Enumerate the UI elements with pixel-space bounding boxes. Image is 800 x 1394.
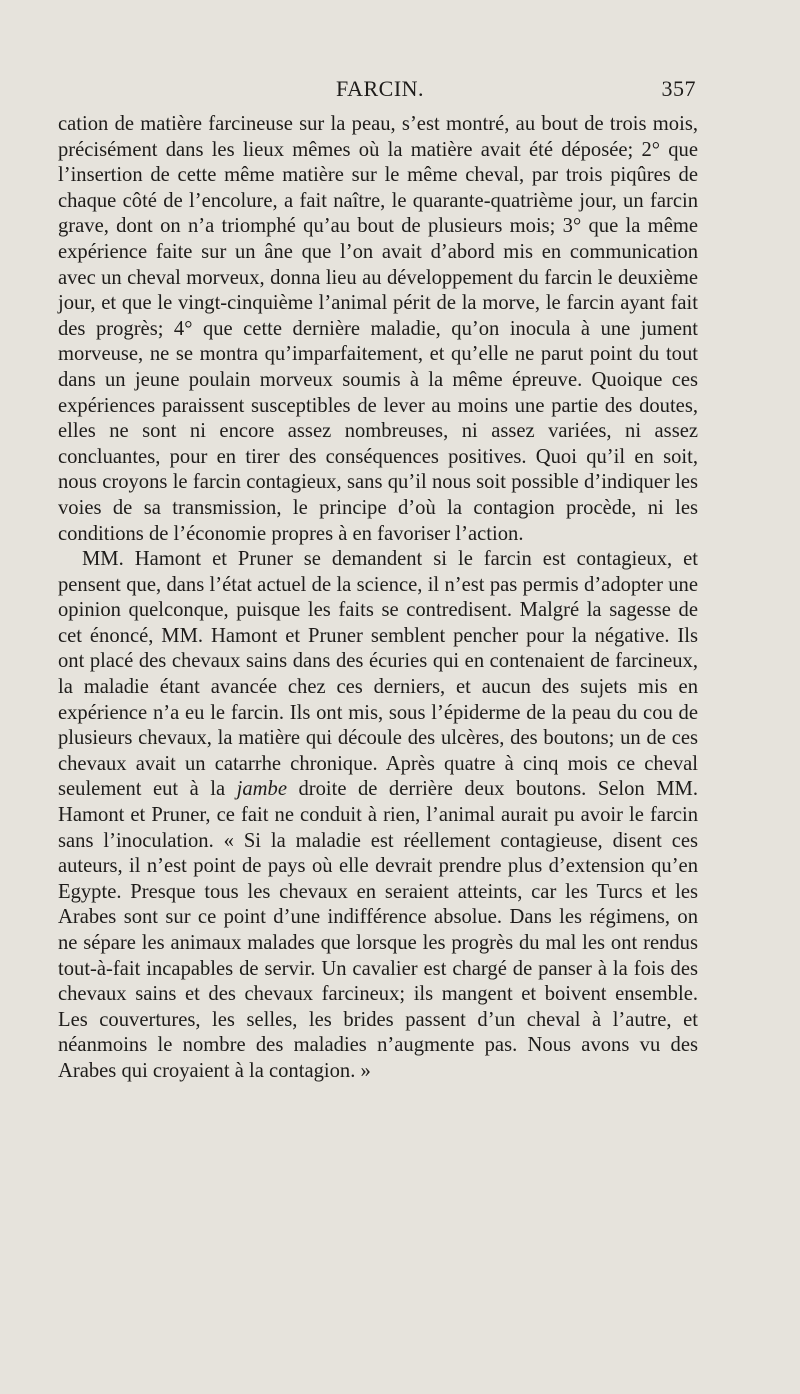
body-text [58, 112, 698, 1085]
paragraph-2 [58, 547, 698, 1084]
paragraph-2-text-a: MM. Hamont et Pruner se demandent si le farcin est contagieux, et pensent que, dans l’état actuel de la science, il n’est pas permis d’adopter une opinion quelconque, puisque les faits se contredisent. Malgré la sagesse de cet énoncé, MM. Hamont et Pruner semblent pencher pour la négative. Ils ont placé des chevaux sains dans des écuries qui en contenaient de farcineux, la maladie étant avancée chez ces derniers, et aucun des sujets mis en expérience n’a eu le farcin. Ils ont mis, sous l’épiderme de la peau du cou de plusieurs chevaux, la matière qui découle des ulcères, des boutons; un de ces chevaux avait un catarrhe chronique. Après quatre à cinq mois ce cheval seulement eut à la [58, 548, 698, 801]
page-header [58, 76, 696, 106]
page-number: 357 [661, 76, 696, 101]
paragraph-2-text-b: droite de derrière deux boutons. Selon MM. Hamont et Pruner, ce fait ne conduit à rien, l’animal aurait pu avoir le farcin sans l’inoculation. « Si la maladie est réellement contagieuse, disent ces auteurs, il n’est point de pays où elle devrait prendre plus d’extension qu’en Egypte. Presque tous les chevaux en seraient atteints, car les Turcs et les Arabes sont sur ce point d’une indifférence absolue. Dans les régimens, on ne sépare les animaux malades que lorsque les progrès du mal les ont rendus tout-à-fait incapables de servir. Un cavalier est chargé de panser à la fois des chevaux sains et des chevaux farcineux; ils mangent et boivent ensemble. Les couvertures, les selles, les brides passent d’un cheval à l’autre, et néanmoins le nombre des maladies n’augmente pas. Nous avons vu des Arabes qui croyaient à la contagion. » [58, 778, 698, 1082]
paragraph-1-text: cation de matière farcineuse sur la peau, s’est montré, au bout de trois mois, précisément dans les lieux mêmes où la matière avait été déposée; 2° que l’insertion de cette même matière sur le même cheval, par trois piqûres de chaque côté de l’encolure, a fait naître, le quarante-quatrième jour, un farcin grave, dont on n’a triomphé qu’au bout de plusieurs mois; 3° que la même expérience faite sur un âne que l’on avait d’abord mis en communication avec un cheval morveux, donna lieu au développement du farcin le deuxième jour, et que le vingt-cinquième l’animal périt de la morve, le farcin ayant fait des progrès; 4° que cette dernière maladie, qu’on inocula à une jument morveuse, ne se montra qu’imparfaitement, et qu’elle ne parut point du tout dans un jeune poulain morveux soumis à la même épreuve. Quoique ces expériences paraissent susceptibles de lever au moins une partie des doutes, elles ne sont ni encore assez nombreuses, ni assez variées, ni assez concluantes, pour en tirer des conséquences positives. Quoi qu’il en soit, nous croyons le farcin contagieux, sans qu’il nous soit possible d’indiquer les voies de sa transmission, le principe d’où la contagion procède, ni les conditions de l’économie propres à en favoriser l’action. [58, 113, 698, 545]
italic-term-jambe: jambe [236, 778, 287, 801]
paragraph-1 [58, 112, 698, 547]
running-title: FARCIN. [336, 76, 425, 101]
